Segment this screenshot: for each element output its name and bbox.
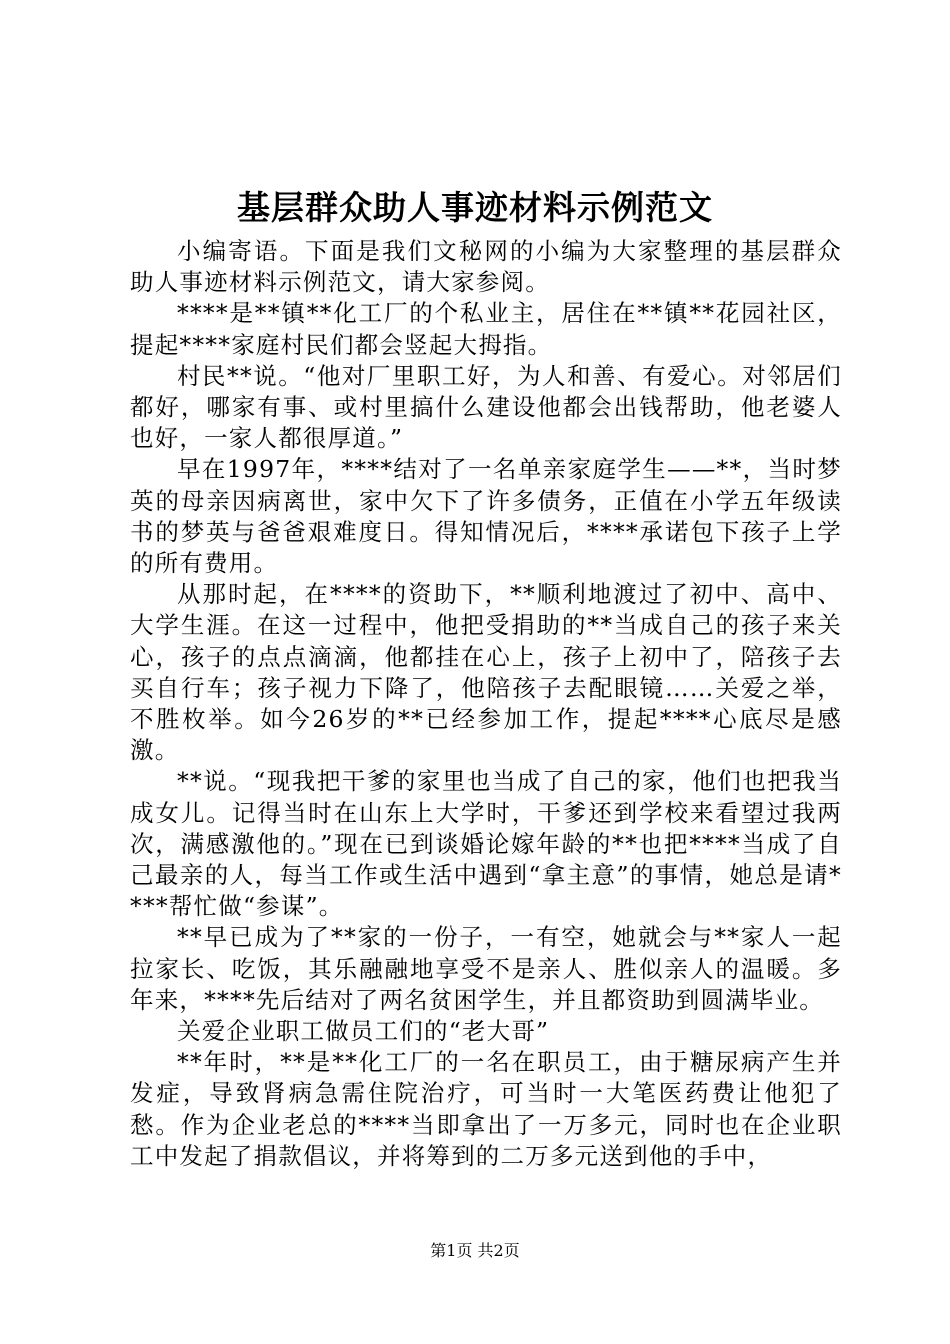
paragraph: 小编寄语。下面是我们文秘网的小编为大家整理的基层群众助人事迹材料示例范文，请大家参阅。 [130, 237, 842, 297]
page-number: 第1页 共2页 [430, 1241, 520, 1260]
document-title: 基层群众助人事迹材料示例范文 [237, 188, 713, 227]
paragraph: 村民**说。“他对厂里职工好，为人和善、有爱心。对邻居们都好，哪家有事、或村里搞什么建设他都会出钱帮助，他老婆人也好，一家人都很厚道。” [130, 361, 842, 453]
paragraph: ****是**镇**化工厂的个私业主，居住在**镇**花园社区，提起****家庭村民们都会竖起大拇指。 [130, 299, 842, 359]
document-body [130, 236, 842, 1172]
paragraph: **早已成为了**家的一份子，一有空，她就会与**家人一起拉家长、吃饭，其乐融融地享受不是亲人、胜似亲人的温暖。多年来，****先后结对了两名贫困学生，并且都资助到圆满毕业。 [130, 923, 842, 1014]
section-heading: 关爱企业职工做员工们的“老大哥” [177, 1017, 550, 1046]
paragraph: 从那时起，在****的资助下，**顺利地渡过了初中、高中、大学生涯。在这一过程中，他把受捐助的**当成自己的孩子来关心，孩子的点点滴滴，他都挂在心上，孩子上初中了，陪孩子去买自行车；孩子视力下降了，他陪孩子去配眼镜……关爱之举，不胜枚举。如今26岁的**已经参加工作，提起****心底尽是感激。 [130, 580, 842, 765]
paragraph: **说。“现我把干爹的家里也当成了自己的家，他们也把我当成女儿。记得当时在山东上大学时，干爹还到学校来看望过我两次，满感激他的。”现在已到谈婚论嫁年龄的**也把****当成了自己最亲的人，每当工作或生活中遇到“拿主意”的事情，她总是请****帮忙做“参谋”。 [130, 767, 842, 921]
paragraph: **年时，**是**化工厂的一名在职员工，由于糖尿病产生并发症，导致肾病急需住院治疗，可当时一大笔医药费让他犯了愁。作为企业老总的****当即拿出了一万多元，同时也在企业职工中发起了捐款倡议，并将筹到的二万多元送到他的手中， [130, 1048, 842, 1170]
paragraph: 早在1997年，****结对了一名单亲家庭学生——**，当时梦英的母亲因病离世，家中欠下了许多债务，正值在小学五年级读书的梦英与爸爸艰难度日。得知情况后，****承诺包下孩子上学的所有费用。 [130, 455, 842, 578]
